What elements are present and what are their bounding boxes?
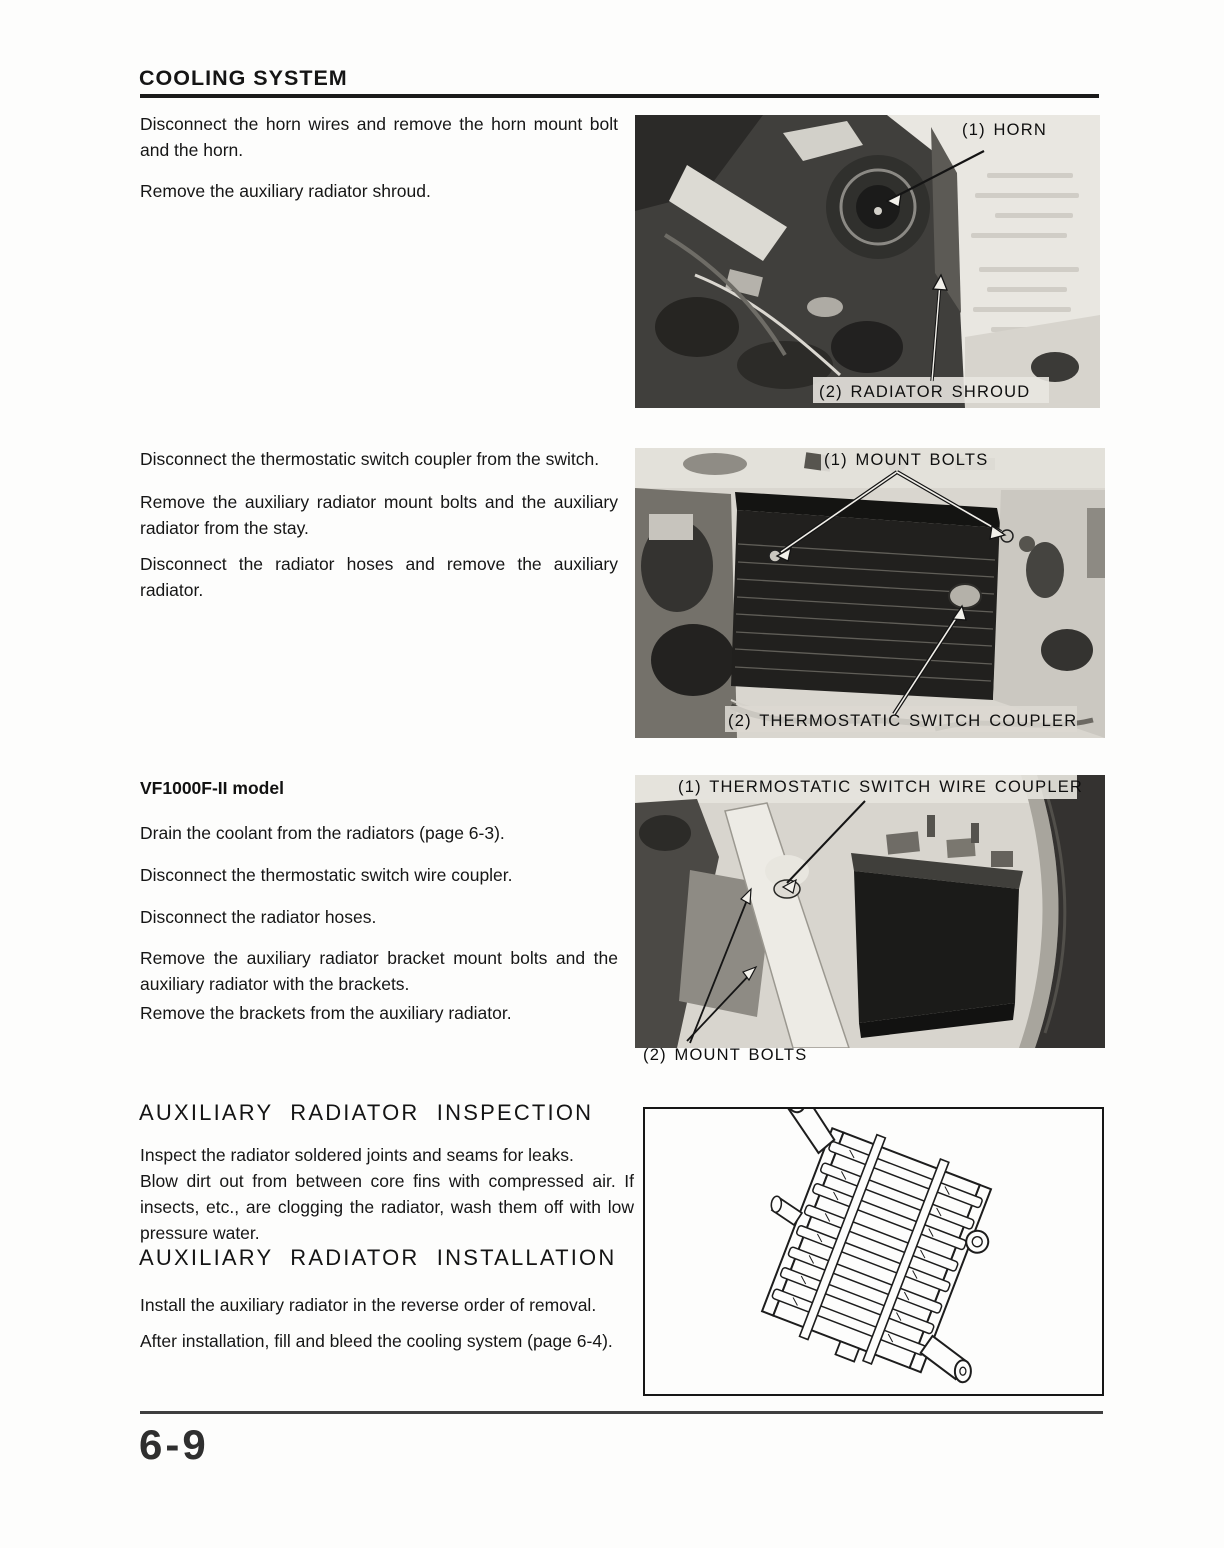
aux-radiator-box [854,871,1019,1023]
photo2-label-mount-bolts: (1) MOUNT BOLTS [824,451,989,469]
inspection-paragraphs [140,1142,634,1246]
photo-aux-radiator-image [635,448,1105,738]
vf1000f2-paragraph-2: Disconnect the thermostatic switch wire coupler. [140,865,513,885]
vf1000f2-paragraph-1: Drain the coolant from the radiators (page 6-3). [140,823,505,843]
removal-paragraph-5: Disconnect the radiator hoses and remove the auxiliary radiator. [140,554,618,600]
page-title: COOLING SYSTEM [139,66,348,90]
photo-horn-and-radiator-shroud [635,115,1100,408]
vf1000f2-paragraph-5: Remove the brackets from the auxiliary radiator. [140,1003,512,1023]
photo-aux-radiator-mount-bolts [635,448,1105,738]
header-rule [140,94,1099,98]
vf1000f2-paragraph-4: Remove the auxiliary radiator bracket mount bolts and the auxiliary radiator with the brackets. [140,948,618,994]
photo-vf1000f2-aux-radiator [635,775,1105,1048]
inspection-heading: AUXILIARY RADIATOR INSPECTION [139,1100,594,1125]
photo-horn-image [635,115,1100,408]
photo1-label-horn: (1) HORN [962,121,1047,139]
page-number: 6-9 [139,1421,209,1468]
removal-paragraph-3: Disconnect the thermostatic switch coupler from the switch. [140,449,600,469]
photo3-label-mount-bolts: (2) MOUNT BOLTS [643,1046,808,1064]
installation-paragraph-2: After installation, fill and bleed the cooling system (page 6-4). [140,1331,613,1351]
footer-rule [140,1411,1103,1414]
installation-heading: AUXILIARY RADIATOR INSTALLATION [139,1245,617,1270]
removal-paragraph-2: Remove the auxiliary radiator shroud. [140,181,431,201]
thermostatic-switch-coupler-part [949,584,981,608]
photo1-label-radiator-shroud: (2) RADIATOR SHROUD [819,383,1031,401]
inspection-paragraph-2: Blow dirt out from between core fins with compressed air. If insects, etc., are clogging the radiator, wash them off with low pressure water. [140,1171,634,1243]
inspection-paragraph-1: Inspect the radiator soldered joints and seams for leaks. [140,1145,574,1165]
vf1000f2-heading: VF1000F-II model [140,778,284,798]
photo2-label-thermostatic-switch-coupler: (2) THERMOSTATIC SWITCH COUPLER [728,712,1078,730]
installation-paragraph-1: Install the auxiliary radiator in the reverse order of removal. [140,1295,597,1315]
removal-paragraph-1: Disconnect the horn wires and remove the horn mount bolt and the horn. [140,114,618,160]
photo-vf1000f2-image [635,775,1105,1048]
removal-paragraph-4: Remove the auxiliary radiator mount bolts and the auxiliary radiator from the stay. [140,492,618,538]
photo3-label-thermostatic-switch-wire-coupler: (1) THERMOSTATIC SWITCH WIRE COUPLER [678,778,1084,796]
figure-auxiliary-radiator-drawing [643,1107,1104,1396]
vf1000f2-paragraph-3: Disconnect the radiator hoses. [140,907,377,927]
auxiliary-radiator-line-drawing [645,1109,1102,1394]
